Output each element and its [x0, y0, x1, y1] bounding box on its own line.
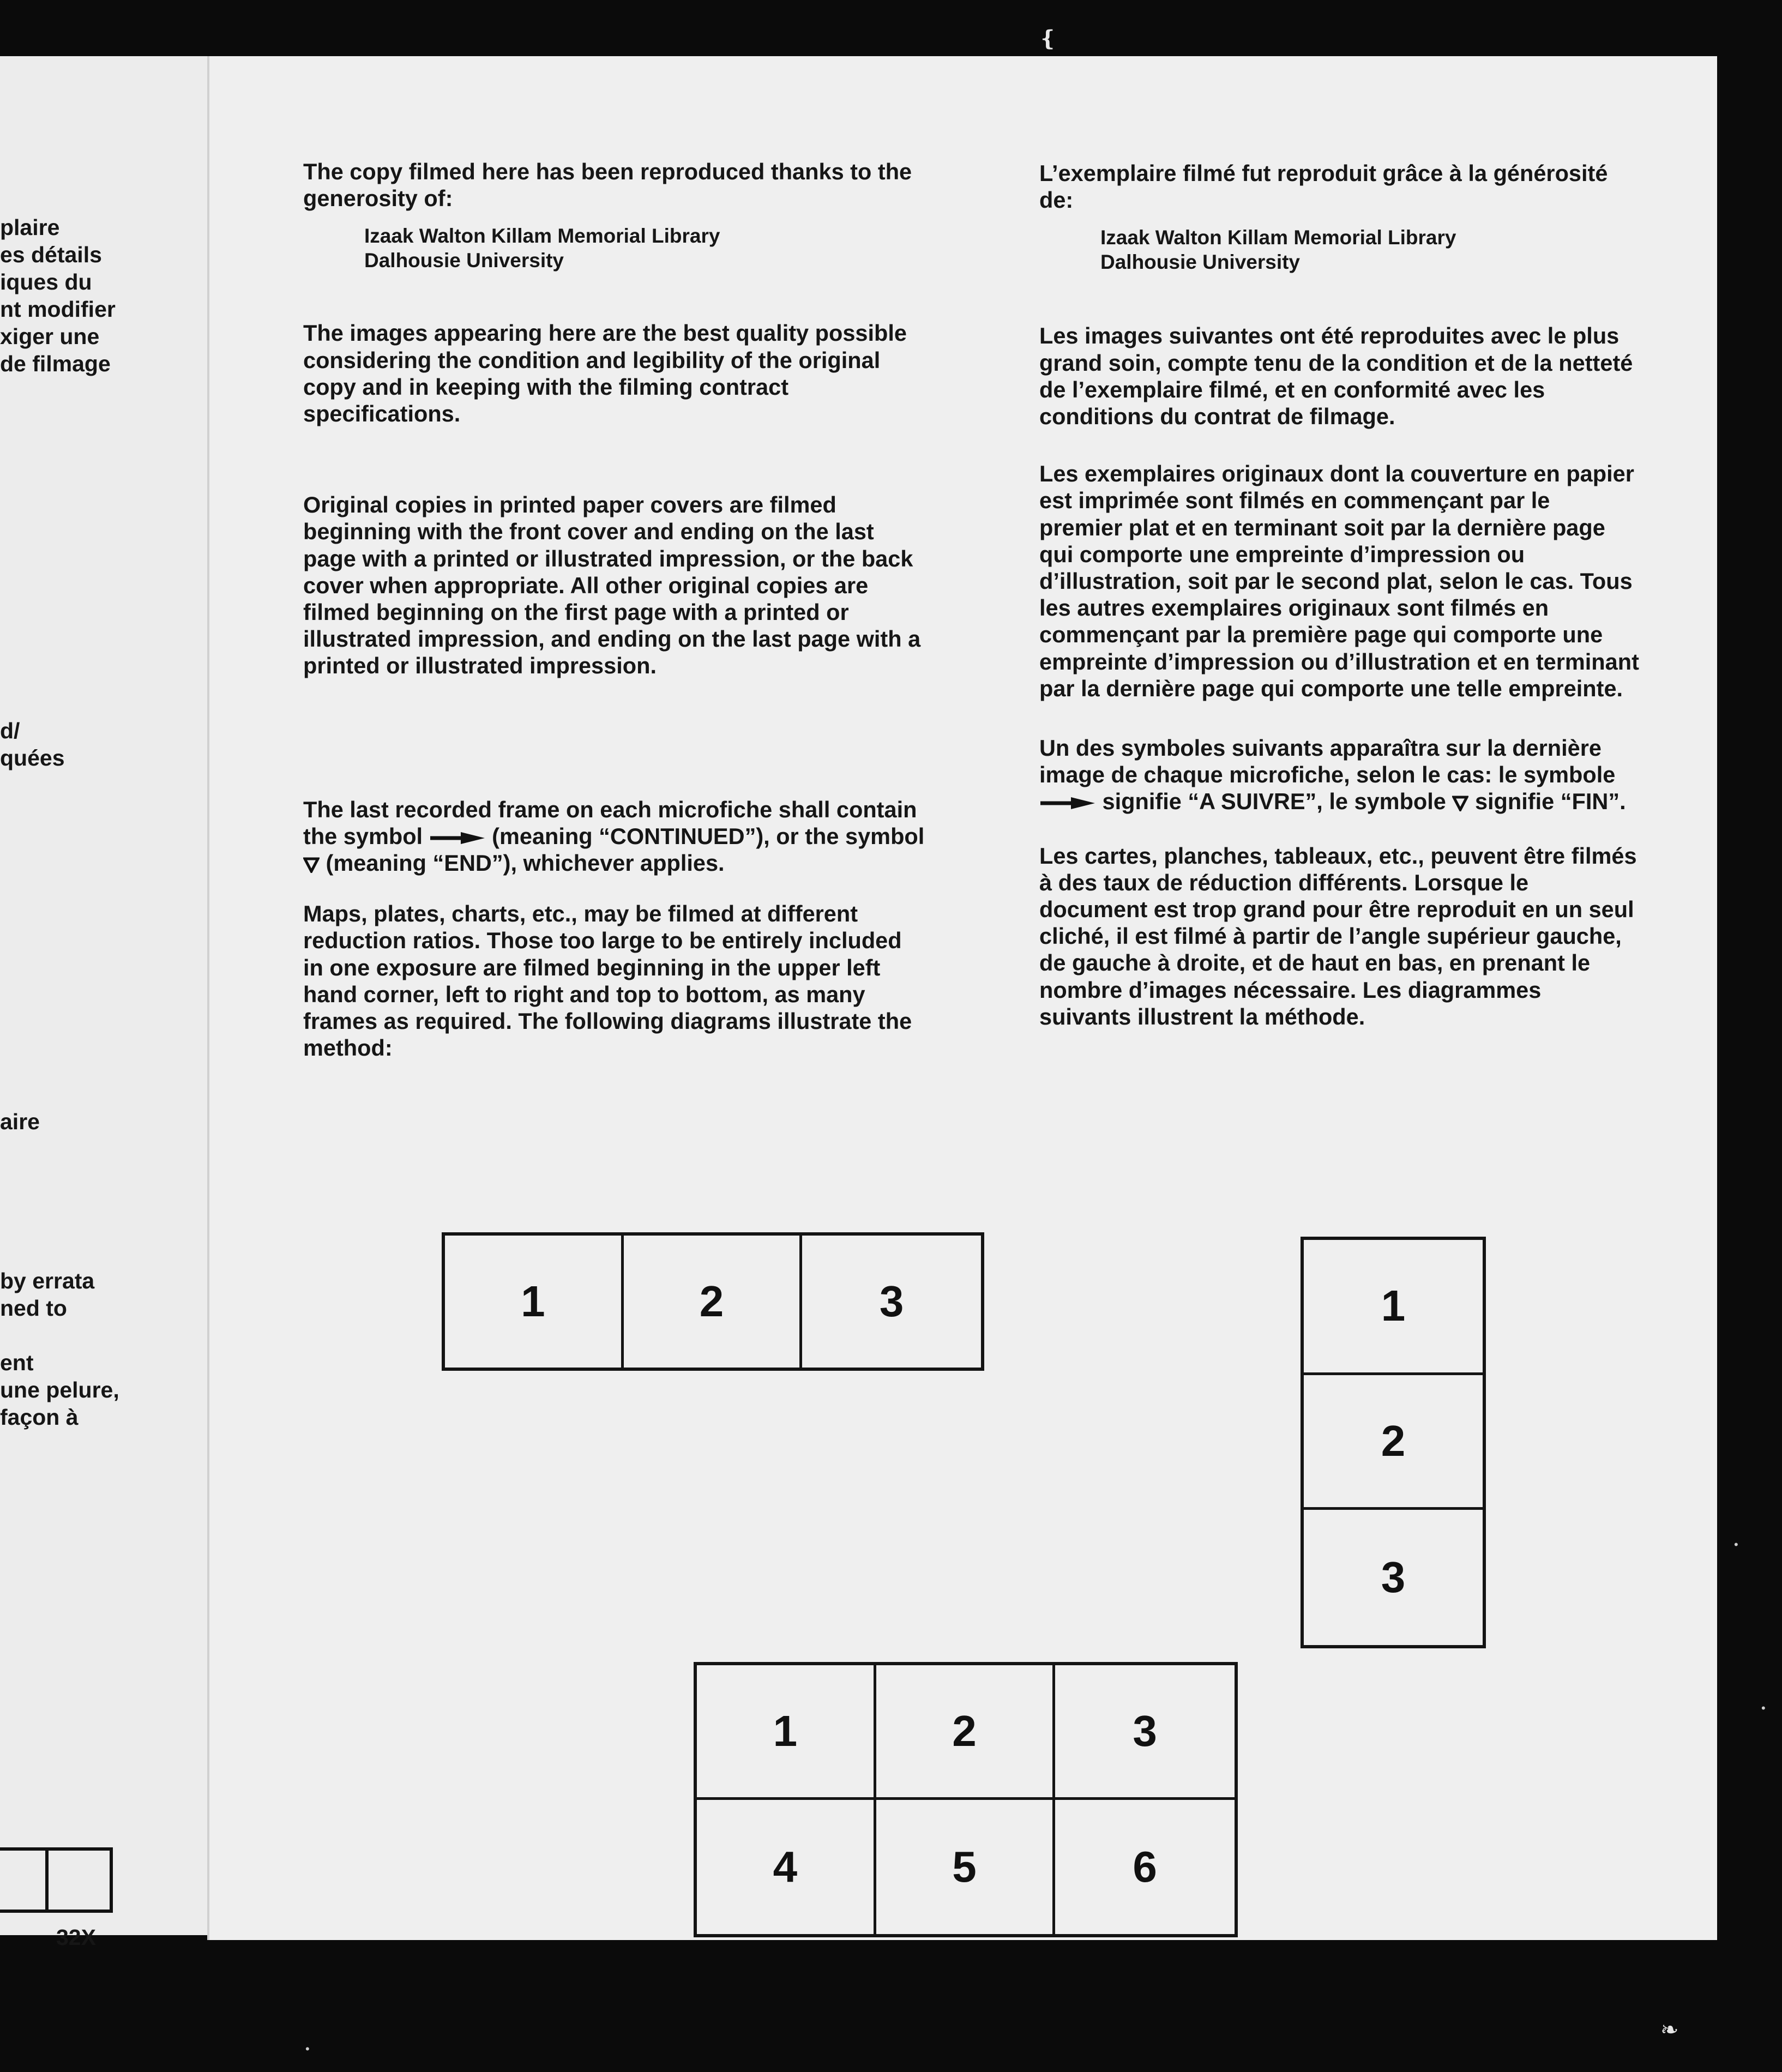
english-library-university: Dalhousie University [364, 249, 564, 272]
english-maps-paragraph: Maps, plates, charts, etc., may be filmed at different reduction ratios. Those too large to be entirely included in one exposure are filmed beginning in the upper left hand corner, left to right and top to bottom, as many frames as required. The following diagrams illustrate the method: [303, 901, 912, 1061]
film-speck: • [305, 2042, 310, 2056]
scale-label: 32X [56, 1925, 96, 1950]
left-fragment-line: xiger une [0, 324, 100, 349]
french-symbols-text-b: signifie “A SUIVRE”, le symbole [1102, 788, 1446, 815]
down-triangle-icon [303, 857, 320, 873]
resolution-scale-box [0, 1847, 113, 1913]
english-symbols-text-a: The last recorded frame on each microfiche shall contain the symbol [303, 796, 917, 849]
frame-cell: 5 [876, 1800, 1056, 1935]
left-fragment-line: aire [0, 1109, 40, 1134]
frame-cell: 3 [1055, 1665, 1235, 1800]
english-symbols-text-b: (meaning “CONTINUED”), or the symbol [492, 823, 925, 849]
french-symbols-paragraph [1039, 734, 1639, 815]
vertical-frame-diagram [1301, 1237, 1486, 1648]
left-fragment-line: une pelure, [0, 1377, 119, 1402]
film-speck: ❴ [1039, 27, 1057, 51]
left-fragment-line: de filmage [0, 351, 111, 376]
frame-cell: 2 [1304, 1375, 1483, 1510]
frame-cell: 4 [697, 1800, 876, 1935]
english-library-name: Izaak Walton Killam Memorial Library [364, 225, 720, 248]
scale-divider [45, 1851, 49, 1910]
french-column [1039, 160, 1639, 1030]
french-library-university: Dalhousie University [1100, 251, 1301, 274]
english-quality-paragraph: The images appearing here are the best quality possible considering the condition and legibility of the original copy and in keeping with the filming contract specifications. [303, 320, 907, 427]
frame-cell: 2 [624, 1236, 803, 1368]
left-fragment-line: ned to [0, 1296, 67, 1321]
french-originals-paragraph: Les exemplaires originaux dont la couverture en papier est imprimée sont filmés en commençant par le premier plat et en terminant soit par la dernière page qui comporte une empreinte d’impression ou d’illustration, soit par le second plat, selon le cas. Tous les autres exemplaires originaux sont filmés en commençant par la première page qui comporte une empreinte d’impression ou d’illustration et en terminant par la dernière page qui comporte une telle empreinte. [1039, 461, 1639, 701]
left-fragment-line: ent [0, 1350, 34, 1375]
left-fragment-line: d/ [0, 718, 20, 743]
french-intro: L’exemplaire filmé fut reproduit grâce à la générosité de: [1039, 160, 1608, 213]
french-maps-paragraph: Les cartes, planches, tableaux, etc., peuvent être filmés à des taux de réduction différents. Lorsque le document est trop grand pour être reproduit en un seul cliché, il est filmé à partir de l’angle supérieur gauche, de gauche à droite, et de haut en bas, en prenant le nombre d’images nécessaire. Les diagrammes suivants illustrent la méthode. [1039, 842, 1637, 1029]
left-fragment-line: iques du [0, 269, 92, 294]
left-fragment-line: quées [0, 745, 65, 770]
right-arrow-icon [1039, 797, 1096, 809]
french-quality-paragraph: Les images suivantes ont été reproduites avec le plus grand soin, compte tenu de la condition et de la netteté de l’exemplaire filmé, et en conformité avec les conditions du contrat de filmage. [1039, 323, 1633, 430]
frame-cell: 1 [697, 1665, 876, 1800]
english-symbols-paragraph [303, 796, 925, 877]
frame-cell: 3 [1381, 1553, 1406, 1602]
frame-cell: 1 [1304, 1240, 1483, 1375]
left-fragment-line: plaire [0, 215, 60, 240]
film-speck: • [1761, 1701, 1766, 1715]
english-originals-paragraph: Original copies in printed paper covers are filmed beginning with the front cover and ending on the last page with a printed or illustrated impression, or the back cover when appropriate. All other original copies are filmed beginning on the first page with a printed or illustrated impression, and ending on the last page with a printed or illustrated impression. [303, 492, 921, 679]
french-symbols-text-c: signifie “FIN”. [1474, 788, 1626, 815]
film-speck: • [1734, 1538, 1738, 1551]
down-triangle-icon [1452, 795, 1468, 811]
frame-cell: 3 [879, 1277, 904, 1326]
french-library-name: Izaak Walton Killam Memorial Library [1100, 226, 1456, 249]
left-fragment-line: by errata [0, 1268, 95, 1293]
left-fragment-line: façon à [0, 1405, 79, 1430]
english-intro: The copy filmed here has been reproduced thanks to the generosity of: [303, 159, 912, 212]
frame-cell: 2 [876, 1665, 1056, 1800]
frame-cell: 1 [445, 1236, 624, 1368]
left-partial-page [0, 56, 209, 1935]
film-speck: ❧ [1660, 2018, 1679, 2042]
grid-frame-diagram [694, 1662, 1238, 1937]
french-symbols-text-a: Un des symboles suivants apparaîtra sur la dernière image de chaque microfiche, selon le cas: le symbole [1039, 735, 1616, 788]
left-fragment-line: nt modifier [0, 297, 116, 322]
right-arrow-icon [429, 832, 486, 844]
left-fragment-line: es détails [0, 242, 102, 267]
horizontal-frame-diagram [442, 1232, 984, 1371]
english-symbols-text-c: (meaning “END”), whichever applies. [326, 850, 725, 876]
frame-cell: 6 [1133, 1842, 1157, 1891]
english-column [303, 158, 925, 1061]
